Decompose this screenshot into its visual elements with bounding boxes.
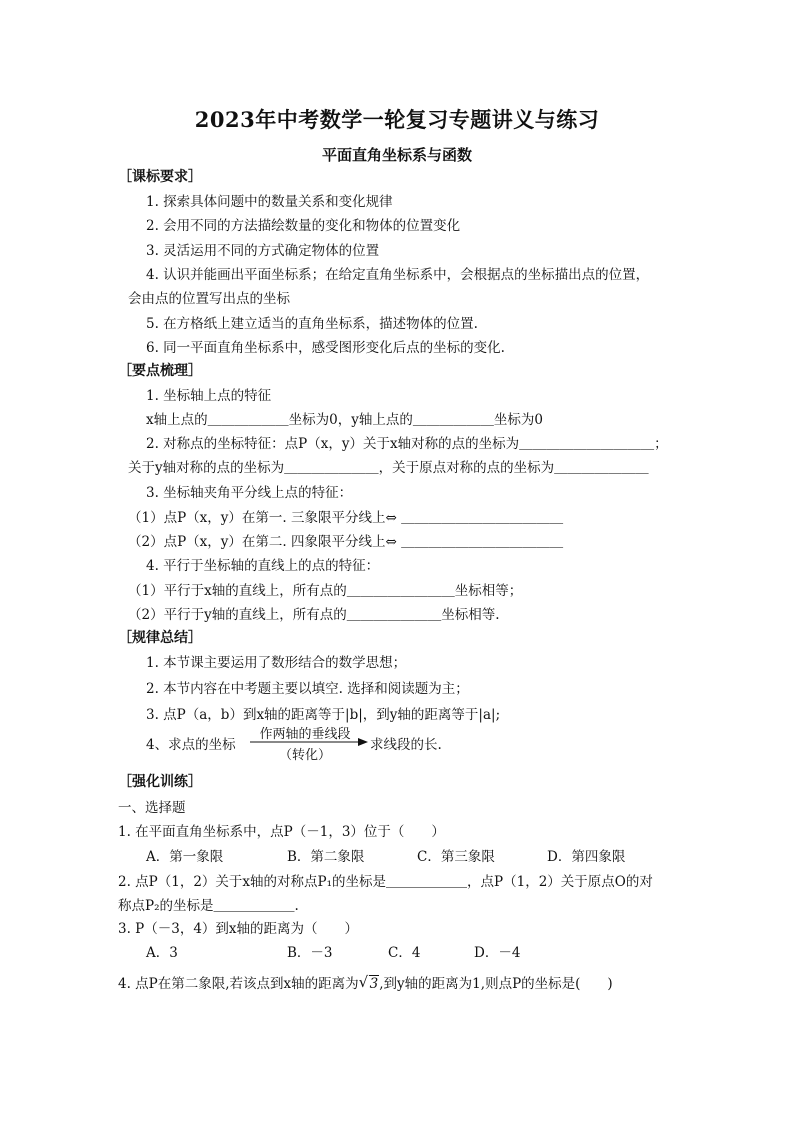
q1-option-b: B．第二象限 <box>287 849 365 865</box>
key-point-line: （1）平行于x轴的直线上，所有点的＿＿＿＿＿＿＿＿坐标相等； <box>128 583 523 599</box>
page-title: 2023年中考数学一轮复习专题讲义与练习 <box>194 107 600 132</box>
curriculum-item-continued: 会由点的位置写出点的坐标 <box>128 291 290 307</box>
curriculum-item: 3. 灵活运用不同的方式确定物体的位置 <box>146 243 380 259</box>
key-point-line: 4. 平行于坐标轴的直线上的点的特征： <box>146 558 380 574</box>
curriculum-item: 1. 探索具体问题中的数量关系和变化规律 <box>146 194 393 210</box>
q3-option-d: D．－4 <box>474 945 521 961</box>
curriculum-item: 5. 在方格纸上建立适当的直角坐标系，描述物体的位置. <box>146 316 478 332</box>
summary-line: 2. 本节内容在中考题主要以填空. 选择和阅读题为主； <box>146 681 469 697</box>
sqrt-sign-icon: √ <box>358 973 369 991</box>
arrow-label-bottom: （转化） <box>278 748 331 763</box>
transformation-arrow <box>250 723 368 763</box>
key-point-line: 2. 对称点的坐标特征：点P（x，y）关于x轴对称的点的坐标为＿＿＿＿＿＿＿＿＿＿； <box>146 436 668 452</box>
page-subtitle: 平面直角坐标系与函数 <box>321 146 472 164</box>
q4-suffix: ,到y轴的距离为1,则点P的坐标是( ) <box>379 976 613 992</box>
section-heading-summary: ［规律总结］ <box>118 630 202 646</box>
curriculum-item: 4. 认识并能画出平面坐标系；在给定直角坐标系中，会根据点的坐标描出点的位置， <box>146 267 650 283</box>
key-point-line: （2）平行于y轴的直线上，所有点的＿＿＿＿＿＿＿坐标相等. <box>128 607 500 623</box>
q3-option-b: B．－3 <box>287 945 333 961</box>
section-heading-key-points: ［要点梳理］ <box>118 363 202 379</box>
key-point-line: 3. 坐标轴夹角平分线上点的特征： <box>146 485 353 501</box>
section-heading-curriculum: ［课标要求］ <box>118 169 202 185</box>
q1-option-c: C．第三象限 <box>417 849 495 865</box>
q3-option-c: C．4 <box>388 945 421 961</box>
question-2-line-2: 称点P₂的坐标是＿＿＿＿＿＿. <box>118 898 299 914</box>
q1-option-a: A．第一象限 <box>146 849 224 865</box>
key-point-line: x轴上点的＿＿＿＿＿＿坐标为0，y轴上点的＿＿＿＿＿＿坐标为0 <box>146 412 543 428</box>
question-3: 3. P（－3，4）到x轴的距离为（ ） <box>118 921 359 937</box>
key-point-line: （1）点P（x，y）在第一. 三象限平分线上⇔ ＿＿＿＿＿＿＿＿＿＿＿＿ <box>128 510 564 526</box>
key-point-line: 关于y轴对称的点的坐标为＿＿＿＿＿＿＿，关于原点对称的点的坐标为＿＿＿＿＿＿＿ <box>128 460 649 476</box>
summary-line: 3. 点P（a，b）到x轴的距离等于|b|，到y轴的距离等于|a|; <box>146 707 501 723</box>
sqrt-radicand: 3 <box>369 976 379 992</box>
curriculum-item: 2. 会用不同的方法描绘数量的变化和物体的位置变化 <box>146 218 461 234</box>
question-4 <box>118 974 613 994</box>
summary-item4-prefix: 4、求点的坐标 <box>146 737 236 753</box>
summary-line: 1. 本节课主要运用了数形结合的数学思想； <box>146 655 407 671</box>
question-2-line-1: 2. 点P（1，2）关于x轴的对称点P₁的坐标是＿＿＿＿＿＿，点P（1，2）关于原点O的对 <box>118 874 653 890</box>
question-1: 1. 在平面直角坐标系中，点P（－1，3）位于（ ） <box>118 824 445 840</box>
q4-prefix: 4. 点P在第二象限,若该点到x轴的距离为 <box>118 976 359 992</box>
summary-item4-suffix: 求线段的长. <box>370 737 442 753</box>
sqrt-expression <box>359 974 380 994</box>
q3-option-a: A．3 <box>146 945 178 961</box>
section-heading-practice: ［强化训练］ <box>118 774 202 790</box>
key-point-line: 1. 坐标轴上点的特征 <box>146 388 272 404</box>
key-point-line: （2）点P（x，y）在第二. 四象限平分线上⇔ ＿＿＿＿＿＿＿＿＿＿＿＿ <box>128 534 564 550</box>
curriculum-item: 6. 同一平面直角坐标系中，感受图形变化后点的坐标的变化. <box>146 340 505 356</box>
part-heading-choice: 一、选择题 <box>118 800 186 816</box>
q1-option-d: D．第四象限 <box>547 849 626 865</box>
arrow-label-top: 作两轴的垂线段 <box>259 727 351 742</box>
